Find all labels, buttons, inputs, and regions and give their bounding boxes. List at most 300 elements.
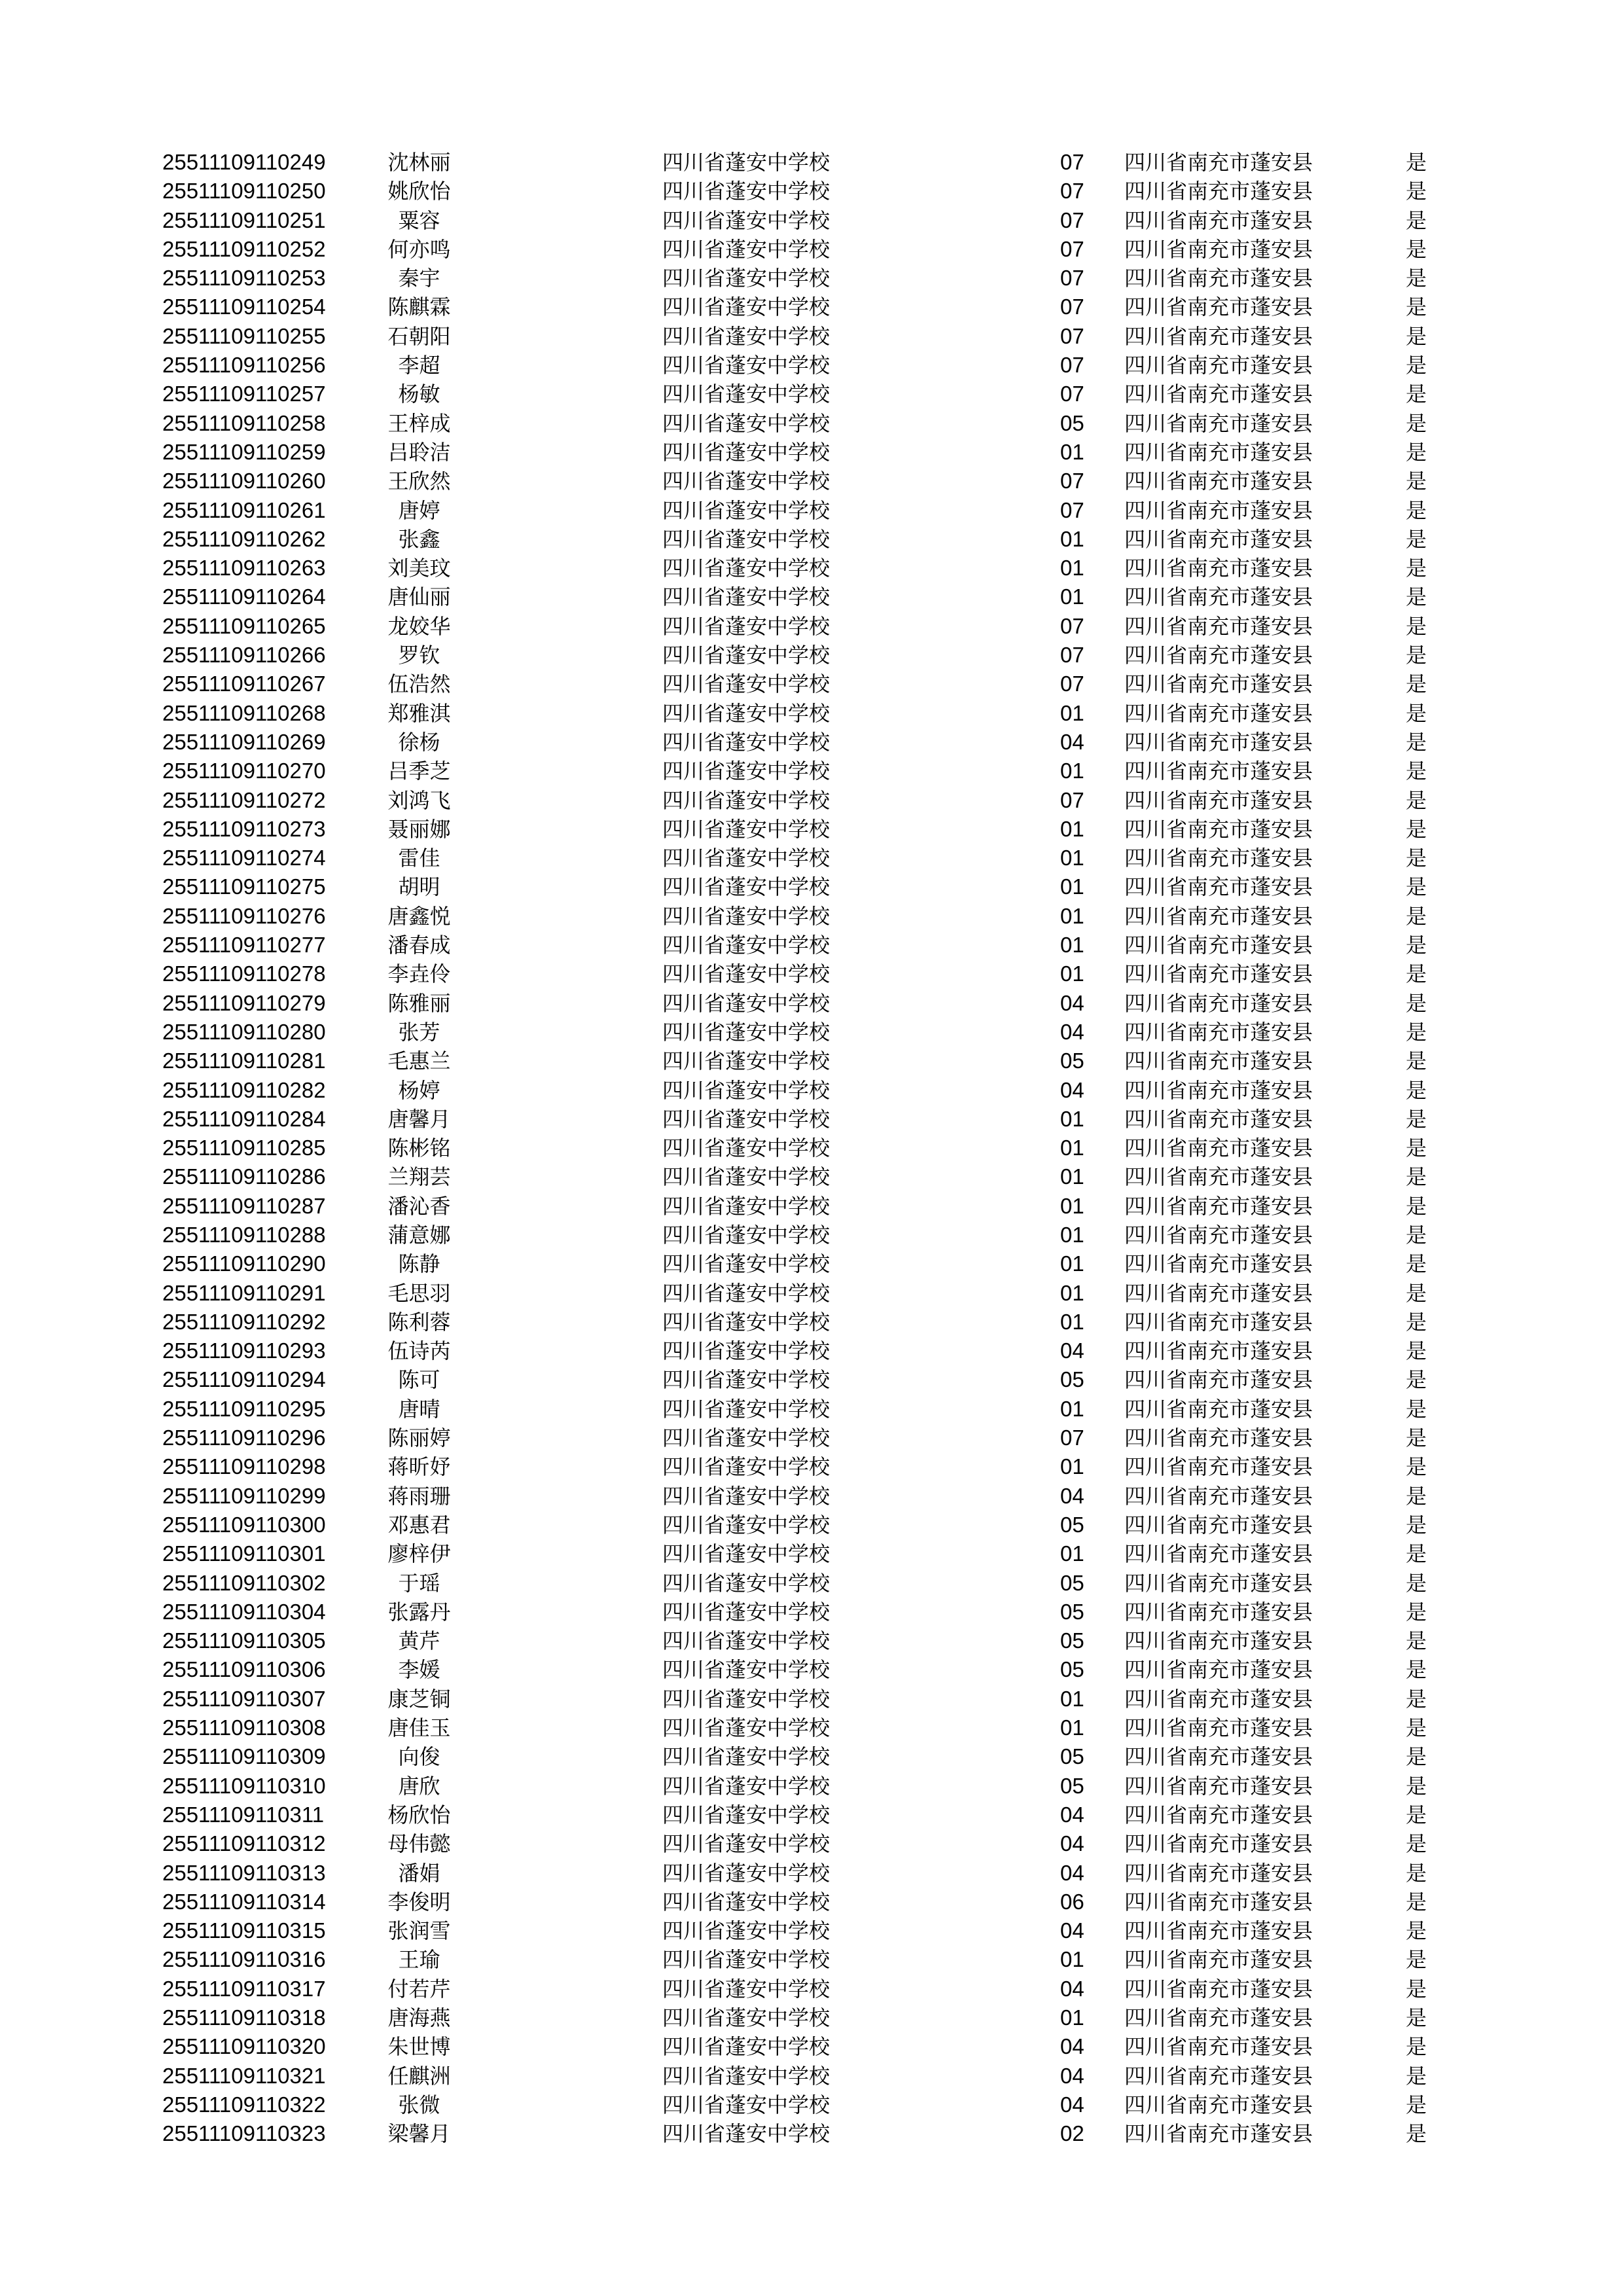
school-cell: 四川省蓬安中学校: [662, 700, 830, 726]
region-cell: 四川省南充市蓬安县: [1124, 2034, 1313, 2060]
table-row: [0, 1888, 1623, 1916]
student-id-cell: 25511109110293: [162, 1338, 326, 1363]
school-cell: 四川省蓬安中学校: [662, 787, 830, 813]
student-name-cell: 伍诗芮: [387, 1338, 451, 1364]
region-cell: 四川省南充市蓬安县: [1124, 179, 1313, 204]
student-id-cell: 25511109110296: [162, 1426, 326, 1450]
student-name-cell: 吕季芝: [387, 759, 451, 784]
region-cell: 四川省南充市蓬安县: [1124, 1947, 1313, 1973]
student-name-cell: 李垚伶: [387, 961, 451, 987]
student-name-cell: 康芝铜: [387, 1686, 451, 1712]
flag-cell: 是: [1406, 700, 1427, 726]
category-code-cell: 05: [1060, 410, 1084, 435]
table-row: [0, 1105, 1623, 1134]
region-cell: 四川省南充市蓬安县: [1124, 816, 1313, 842]
flag-cell: 是: [1406, 1657, 1427, 1683]
region-cell: 四川省南充市蓬安县: [1124, 787, 1313, 813]
table-row: [0, 612, 1623, 641]
student-id-cell: 25511109110276: [162, 903, 326, 928]
student-id-cell: 25511109110263: [162, 556, 326, 581]
region-cell: 四川省南充市蓬安县: [1124, 613, 1313, 639]
category-code-cell: 01: [1060, 903, 1084, 928]
school-cell: 四川省蓬安中学校: [662, 584, 830, 610]
category-code-cell: 04: [1060, 1483, 1084, 1508]
category-code-cell: 07: [1060, 295, 1084, 319]
region-cell: 四川省南充市蓬安县: [1124, 236, 1313, 262]
flag-cell: 是: [1406, 469, 1427, 494]
flag-cell: 是: [1406, 1367, 1427, 1393]
flag-cell: 是: [1406, 1222, 1427, 1247]
region-cell: 四川省南充市蓬安县: [1124, 759, 1313, 784]
region-cell: 四川省南充市蓬安县: [1124, 526, 1313, 552]
table-row: [0, 409, 1623, 438]
category-code-cell: 01: [1060, 1193, 1084, 1218]
region-cell: 四川省南充市蓬安县: [1124, 469, 1313, 494]
table-row: [0, 1452, 1623, 1481]
flag-cell: 是: [1406, 961, 1427, 987]
category-code-cell: 05: [1060, 1049, 1084, 1073]
student-name-cell: 梁馨月: [387, 2121, 451, 2147]
flag-cell: 是: [1406, 613, 1427, 639]
table-row: [0, 989, 1623, 1018]
region-cell: 四川省南充市蓬安县: [1124, 1831, 1313, 1857]
school-cell: 四川省蓬安中学校: [662, 1019, 830, 1045]
student-name-cell: 龙姣华: [387, 613, 451, 639]
table-row: [0, 2032, 1623, 2061]
category-code-cell: 04: [1060, 1802, 1084, 1827]
region-cell: 四川省南充市蓬安县: [1124, 207, 1313, 233]
table-row: [0, 931, 1623, 960]
student-name-cell: 王梓成: [387, 410, 451, 436]
student-table: [0, 148, 1623, 2148]
student-name-cell: 李俊明: [387, 1889, 451, 1914]
category-code-cell: 01: [1060, 846, 1084, 870]
school-cell: 四川省蓬安中学校: [662, 2005, 830, 2030]
region-cell: 四川省南充市蓬安县: [1124, 1918, 1313, 1944]
table-row: [0, 728, 1623, 757]
school-cell: 四川省蓬安中学校: [662, 1918, 830, 1944]
region-cell: 四川省南充市蓬安县: [1124, 2063, 1313, 2089]
student-id-cell: 25511109110298: [162, 1454, 326, 1479]
region-cell: 四川省南充市蓬安县: [1124, 903, 1313, 929]
region-cell: 四川省南充市蓬安县: [1124, 1802, 1313, 1827]
school-cell: 四川省蓬安中学校: [662, 353, 830, 378]
student-id-cell: 25511109110305: [162, 1628, 326, 1653]
table-row: [0, 177, 1623, 206]
student-id-cell: 25511109110286: [162, 1164, 326, 1189]
category-code-cell: 01: [1060, 1106, 1084, 1131]
student-id-cell: 25511109110285: [162, 1136, 326, 1160]
table-row: [0, 670, 1623, 698]
table-row: [0, 641, 1623, 670]
category-code-cell: 01: [1060, 1222, 1084, 1247]
student-id-cell: 25511109110266: [162, 643, 326, 668]
student-id-cell: 25511109110249: [162, 150, 326, 174]
region-cell: 四川省南充市蓬安县: [1124, 556, 1313, 581]
category-code-cell: 07: [1060, 207, 1084, 232]
school-cell: 四川省蓬安中学校: [662, 295, 830, 320]
table-row: [0, 1249, 1623, 1278]
table-row: [0, 1482, 1623, 1511]
category-code-cell: 02: [1060, 2121, 1084, 2146]
flag-cell: 是: [1406, 295, 1427, 320]
table-row: [0, 1308, 1623, 1336]
region-cell: 四川省南充市蓬安县: [1124, 672, 1313, 697]
region-cell: 四川省南充市蓬安县: [1124, 1773, 1313, 1799]
region-cell: 四川省南充市蓬安县: [1124, 1628, 1313, 1654]
table-row: [0, 1047, 1623, 1075]
region-cell: 四川省南充市蓬安县: [1124, 1251, 1313, 1277]
student-name-cell: 向俊: [398, 1744, 440, 1770]
student-id-cell: 25511109110292: [162, 1309, 326, 1334]
table-row: [0, 1829, 1623, 1858]
student-name-cell: 潘沁香: [387, 1193, 451, 1219]
student-name-cell: 沈林丽: [387, 150, 451, 175]
school-cell: 四川省蓬安中学校: [662, 410, 830, 436]
table-row: [0, 1162, 1623, 1191]
region-cell: 四川省南充市蓬安县: [1124, 1657, 1313, 1683]
table-row: [0, 2003, 1623, 2032]
category-code-cell: 01: [1060, 584, 1084, 609]
category-code-cell: 07: [1060, 382, 1084, 406]
school-cell: 四川省蓬安中学校: [662, 1136, 830, 1161]
category-code-cell: 01: [1060, 816, 1084, 841]
student-id-cell: 25511109110302: [162, 1570, 326, 1595]
student-id-cell: 25511109110312: [162, 1831, 326, 1856]
school-cell: 四川省蓬安中学校: [662, 759, 830, 784]
table-row: [0, 1569, 1623, 1598]
flag-cell: 是: [1406, 584, 1427, 610]
student-id-cell: 25511109110318: [162, 2005, 326, 2030]
flag-cell: 是: [1406, 1049, 1427, 1074]
flag-cell: 是: [1406, 729, 1427, 755]
category-code-cell: 04: [1060, 729, 1084, 754]
region-cell: 四川省南充市蓬安县: [1124, 1164, 1313, 1190]
table-row: [0, 1365, 1623, 1394]
student-id-cell: 25511109110256: [162, 353, 326, 378]
region-cell: 四川省南充市蓬安县: [1124, 1744, 1313, 1770]
table-row: [0, 1685, 1623, 1713]
school-cell: 四川省蓬安中学校: [662, 1947, 830, 1973]
category-code-cell: 07: [1060, 787, 1084, 812]
school-cell: 四川省蓬安中学校: [662, 1628, 830, 1654]
flag-cell: 是: [1406, 1947, 1427, 1973]
student-id-cell: 25511109110316: [162, 1947, 326, 1972]
flag-cell: 是: [1406, 2005, 1427, 2030]
student-name-cell: 张露丹: [387, 1599, 451, 1624]
flag-cell: 是: [1406, 353, 1427, 378]
flag-cell: 是: [1406, 1193, 1427, 1219]
table-row: [0, 1134, 1623, 1162]
student-id-cell: 25511109110264: [162, 584, 326, 609]
category-code-cell: 04: [1060, 2034, 1084, 2059]
table-row: [0, 206, 1623, 235]
student-name-cell: 陈麒霖: [387, 295, 451, 320]
student-name-cell: 杨欣怡: [387, 1802, 451, 1827]
region-cell: 四川省南充市蓬安县: [1124, 2121, 1313, 2147]
student-id-cell: 25511109110269: [162, 729, 326, 754]
table-row: [0, 1859, 1623, 1888]
student-id-cell: 25511109110288: [162, 1222, 326, 1247]
student-id-cell: 25511109110307: [162, 1686, 326, 1711]
student-name-cell: 潘娟: [398, 1860, 440, 1886]
student-name-cell: 李媛: [398, 1657, 440, 1683]
category-code-cell: 07: [1060, 179, 1084, 204]
category-code-cell: 04: [1060, 1077, 1084, 1102]
flag-cell: 是: [1406, 1860, 1427, 1886]
student-id-cell: 25511109110294: [162, 1367, 326, 1392]
student-id-cell: 25511109110291: [162, 1280, 326, 1305]
category-code-cell: 04: [1060, 1831, 1084, 1856]
table-row: [0, 264, 1623, 293]
student-name-cell: 蒲意娜: [387, 1222, 451, 1247]
student-name-cell: 刘鸿飞: [387, 787, 451, 813]
student-id-cell: 25511109110311: [162, 1802, 325, 1827]
table-row: [0, 1626, 1623, 1655]
region-cell: 四川省南充市蓬安县: [1124, 1019, 1313, 1045]
region-cell: 四川省南充市蓬安县: [1124, 1715, 1313, 1741]
school-cell: 四川省蓬安中学校: [662, 846, 830, 871]
flag-cell: 是: [1406, 672, 1427, 697]
student-id-cell: 25511109110287: [162, 1193, 326, 1218]
school-cell: 四川省蓬安中学校: [662, 1889, 830, 1914]
school-cell: 四川省蓬安中学校: [662, 439, 830, 465]
school-cell: 四川省蓬安中学校: [662, 469, 830, 494]
region-cell: 四川省南充市蓬安县: [1124, 1077, 1313, 1103]
student-name-cell: 陈利蓉: [387, 1309, 451, 1335]
student-name-cell: 李超: [398, 353, 440, 378]
student-name-cell: 潘春成: [387, 933, 451, 958]
table-row: [0, 467, 1623, 495]
school-cell: 四川省蓬安中学校: [662, 933, 830, 958]
student-id-cell: 25511109110261: [162, 497, 326, 522]
flag-cell: 是: [1406, 1136, 1427, 1161]
category-code-cell: 04: [1060, 1019, 1084, 1044]
student-name-cell: 杨敏: [398, 382, 440, 407]
student-id-cell: 25511109110315: [162, 1918, 326, 1943]
school-cell: 四川省蓬安中学校: [662, 1570, 830, 1596]
region-cell: 四川省南充市蓬安县: [1124, 323, 1313, 349]
flag-cell: 是: [1406, 2034, 1427, 2060]
table-row: [0, 1772, 1623, 1801]
school-cell: 四川省蓬安中学校: [662, 1686, 830, 1712]
region-cell: 四川省南充市蓬安县: [1124, 643, 1313, 668]
student-name-cell: 母伟懿: [387, 1831, 451, 1857]
student-name-cell: 张润雪: [387, 1918, 451, 1944]
table-row: [0, 960, 1623, 988]
region-cell: 四川省南充市蓬安县: [1124, 1193, 1313, 1219]
student-name-cell: 罗钦: [398, 643, 440, 668]
table-row: [0, 1424, 1623, 1452]
flag-cell: 是: [1406, 207, 1427, 233]
flag-cell: 是: [1406, 1802, 1427, 1827]
school-cell: 四川省蓬安中学校: [662, 903, 830, 929]
table-row: [0, 2090, 1623, 2119]
flag-cell: 是: [1406, 1918, 1427, 1944]
flag-cell: 是: [1406, 1686, 1427, 1712]
region-cell: 四川省南充市蓬安县: [1124, 1599, 1313, 1624]
category-code-cell: 01: [1060, 1541, 1084, 1566]
school-cell: 四川省蓬安中学校: [662, 816, 830, 842]
school-cell: 四川省蓬安中学校: [662, 1860, 830, 1886]
student-id-cell: 25511109110279: [162, 990, 326, 1015]
table-row: [0, 1511, 1623, 1539]
table-row: [0, 583, 1623, 611]
flag-cell: 是: [1406, 1773, 1427, 1799]
category-code-cell: 07: [1060, 1426, 1084, 1450]
table-row: [0, 1801, 1623, 1829]
student-id-cell: 25511109110295: [162, 1396, 326, 1421]
category-code-cell: 04: [1060, 990, 1084, 1015]
flag-cell: 是: [1406, 382, 1427, 407]
table-row: [0, 380, 1623, 408]
school-cell: 四川省蓬安中学校: [662, 1049, 830, 1074]
flag-cell: 是: [1406, 1599, 1427, 1624]
region-cell: 四川省南充市蓬安县: [1124, 1280, 1313, 1306]
table-row: [0, 554, 1623, 583]
table-row: [0, 872, 1623, 901]
table-row: [0, 496, 1623, 525]
school-cell: 四川省蓬安中学校: [662, 1251, 830, 1277]
region-cell: 四川省南充市蓬安县: [1124, 382, 1313, 407]
student-id-cell: 25511109110282: [162, 1077, 326, 1102]
table-row: [0, 815, 1623, 844]
region-cell: 四川省南充市蓬安县: [1124, 497, 1313, 523]
category-code-cell: 01: [1060, 1251, 1084, 1276]
region-cell: 四川省南充市蓬安县: [1124, 266, 1313, 291]
student-name-cell: 粟容: [398, 207, 440, 233]
student-name-cell: 郑雅淇: [387, 700, 451, 726]
student-id-cell: 25511109110267: [162, 672, 326, 696]
student-id-cell: 25511109110272: [162, 787, 326, 812]
flag-cell: 是: [1406, 526, 1427, 552]
category-code-cell: 04: [1060, 1976, 1084, 2001]
category-code-cell: 01: [1060, 1164, 1084, 1189]
category-code-cell: 01: [1060, 556, 1084, 581]
region-cell: 四川省南充市蓬安县: [1124, 874, 1313, 900]
flag-cell: 是: [1406, 1309, 1427, 1335]
region-cell: 四川省南充市蓬安县: [1124, 933, 1313, 958]
region-cell: 四川省南充市蓬安县: [1124, 1106, 1313, 1132]
student-id-cell: 25511109110277: [162, 933, 326, 958]
student-id-cell: 25511109110252: [162, 236, 326, 261]
category-code-cell: 05: [1060, 1570, 1084, 1595]
category-code-cell: 01: [1060, 961, 1084, 986]
student-name-cell: 朱世博: [387, 2034, 451, 2060]
student-name-cell: 杨婷: [398, 1077, 440, 1103]
table-row: [0, 1539, 1623, 1568]
table-row: [0, 148, 1623, 177]
table-row: [0, 1395, 1623, 1424]
school-cell: 四川省蓬安中学校: [662, 150, 830, 175]
flag-cell: 是: [1406, 1280, 1427, 1306]
table-row: [0, 1336, 1623, 1365]
category-code-cell: 07: [1060, 497, 1084, 522]
table-row: [0, 235, 1623, 264]
table-row: [0, 525, 1623, 554]
student-name-cell: 毛思羽: [387, 1280, 451, 1306]
flag-cell: 是: [1406, 1570, 1427, 1596]
student-id-cell: 25511109110320: [162, 2034, 326, 2059]
student-name-cell: 姚欣怡: [387, 179, 451, 204]
region-cell: 四川省南充市蓬安县: [1124, 2092, 1313, 2117]
student-id-cell: 25511109110299: [162, 1483, 326, 1508]
student-id-cell: 25511109110274: [162, 846, 326, 870]
flag-cell: 是: [1406, 1077, 1427, 1103]
school-cell: 四川省蓬安中学校: [662, 266, 830, 291]
flag-cell: 是: [1406, 1831, 1427, 1857]
table-row: [0, 757, 1623, 785]
category-code-cell: 01: [1060, 933, 1084, 958]
category-code-cell: 01: [1060, 759, 1084, 783]
school-cell: 四川省蓬安中学校: [662, 961, 830, 987]
table-row: [0, 2119, 1623, 2148]
region-cell: 四川省南充市蓬安县: [1124, 2005, 1313, 2030]
flag-cell: 是: [1406, 1744, 1427, 1770]
school-cell: 四川省蓬安中学校: [662, 1976, 830, 2001]
student-name-cell: 陈彬铭: [387, 1136, 451, 1161]
flag-cell: 是: [1406, 1483, 1427, 1509]
student-id-cell: 25511109110254: [162, 295, 326, 319]
student-id-cell: 25511109110323: [162, 2121, 326, 2146]
student-name-cell: 唐馨月: [387, 1106, 451, 1132]
category-code-cell: 01: [1060, 526, 1084, 551]
student-id-cell: 25511109110265: [162, 613, 326, 638]
category-code-cell: 01: [1060, 1715, 1084, 1740]
student-id-cell: 25511109110273: [162, 816, 326, 841]
school-cell: 四川省蓬安中学校: [662, 672, 830, 697]
table-row: [0, 293, 1623, 321]
region-cell: 四川省南充市蓬安县: [1124, 846, 1313, 871]
school-cell: 四川省蓬安中学校: [662, 179, 830, 204]
category-code-cell: 07: [1060, 150, 1084, 174]
table-row: [0, 1018, 1623, 1047]
flag-cell: 是: [1406, 179, 1427, 204]
category-code-cell: 07: [1060, 672, 1084, 696]
category-code-cell: 01: [1060, 1396, 1084, 1421]
region-cell: 四川省南充市蓬安县: [1124, 990, 1313, 1016]
school-cell: 四川省蓬安中学校: [662, 236, 830, 262]
region-cell: 四川省南充市蓬安县: [1124, 700, 1313, 726]
school-cell: 四川省蓬安中学校: [662, 1367, 830, 1393]
student-name-cell: 任麒洲: [387, 2063, 451, 2089]
student-name-cell: 吕聆洁: [387, 439, 451, 465]
region-cell: 四川省南充市蓬安县: [1124, 150, 1313, 175]
category-code-cell: 07: [1060, 266, 1084, 291]
student-id-cell: 25511109110321: [162, 2063, 326, 2088]
school-cell: 四川省蓬安中学校: [662, 1309, 830, 1335]
category-code-cell: 05: [1060, 1657, 1084, 1682]
flag-cell: 是: [1406, 874, 1427, 900]
flag-cell: 是: [1406, 2063, 1427, 2089]
student-name-cell: 邓惠君: [387, 1512, 451, 1537]
student-id-cell: 25511109110250: [162, 179, 326, 204]
category-code-cell: 05: [1060, 1512, 1084, 1537]
flag-cell: 是: [1406, 1628, 1427, 1654]
student-name-cell: 陈丽婷: [387, 1426, 451, 1451]
school-cell: 四川省蓬安中学校: [662, 1657, 830, 1683]
region-cell: 四川省南充市蓬安县: [1124, 1367, 1313, 1393]
table-row: [0, 786, 1623, 815]
category-code-cell: 01: [1060, 2005, 1084, 2030]
table-row: [0, 438, 1623, 467]
category-code-cell: 06: [1060, 1889, 1084, 1914]
student-name-cell: 聂丽娜: [387, 816, 451, 842]
flag-cell: 是: [1406, 1512, 1427, 1537]
school-cell: 四川省蓬安中学校: [662, 1831, 830, 1857]
table-row: [0, 1742, 1623, 1771]
category-code-cell: 01: [1060, 1280, 1084, 1305]
